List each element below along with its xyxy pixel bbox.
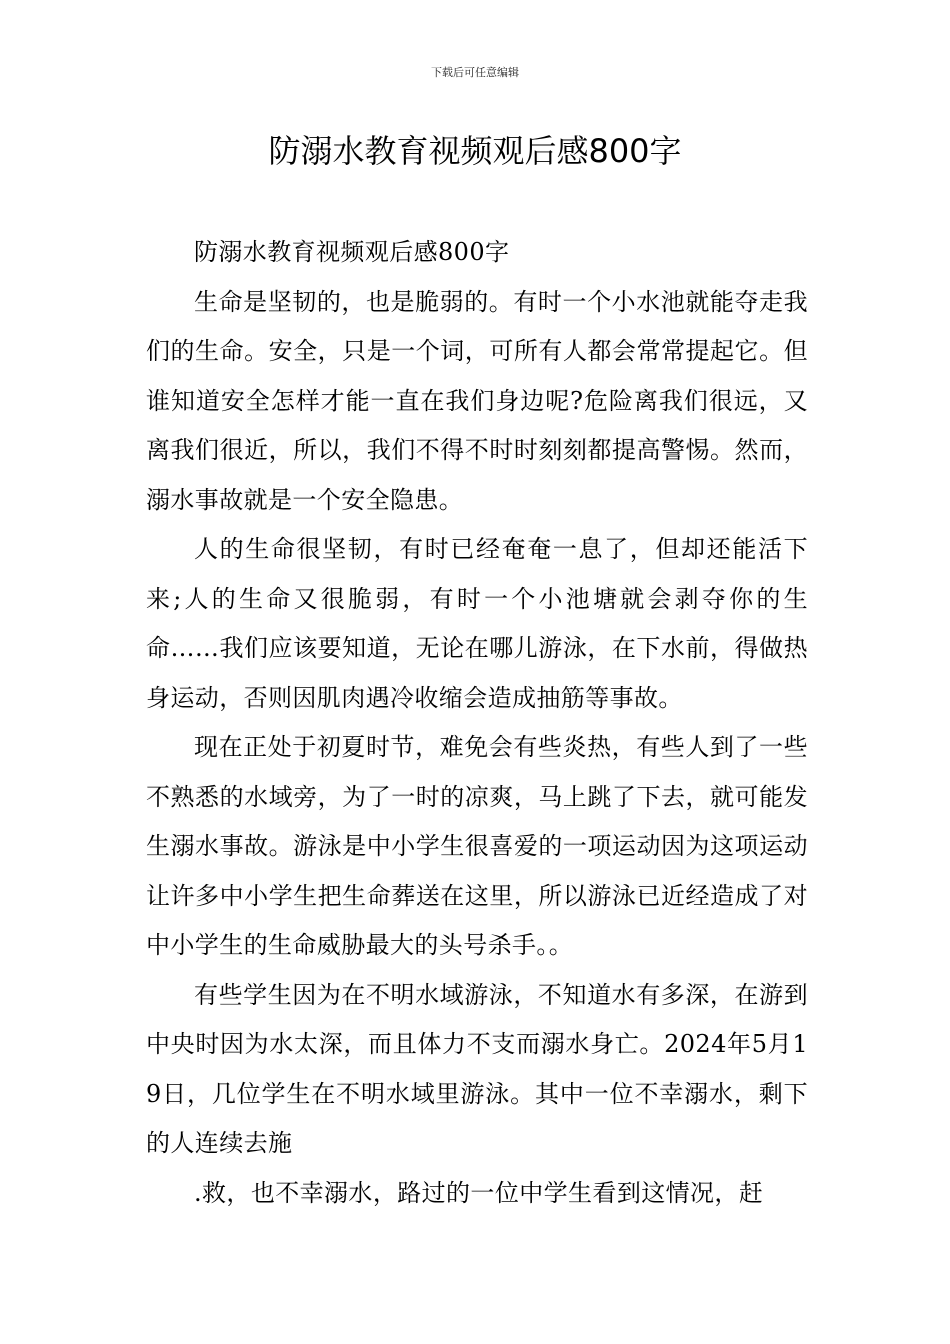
header-note: 下载后可任意编辑	[431, 66, 519, 79]
paragraph: 生命是坚韧的，也是脆弱的。有时一个小水池就能夺走我们的生命。安全，只是一个词，可所有人都会常常提起它。但谁知道安全怎样才能一直在我们身边呢?危险离我们很远，又离我们很近，所以，我们不得不时时刻刻都提高警惕。然而，溺水事故就是一个安全隐患。	[146, 287, 808, 514]
paragraph: 现在正处于初夏时节，难免会有些炎热，有些人到了一些不熟悉的水域旁，为了一时的凉爽，马上跳了下去，就可能发生溺水事故。游泳是中小学生很喜爱的一项运动因为这项运动让许多中小学生把生命葬送在这里，所以游泳已近经造成了对中小学生的生命威胁最大的头号杀手。。	[146, 733, 808, 959]
document-title: 防溺水教育视频观后感800字	[268, 132, 682, 170]
paragraph: 有些学生因为在不明水域游泳，不知道水有多深，在游到中央时因为水太深，而且体力不支而溺水身亡。2024年5月19日，几位学生在不明水域里游泳。其中一位不幸溺水，剩下的人连续去施	[146, 980, 808, 1157]
paragraph: 人的生命很坚韧，有时已经奄奄一息了，但却还能活下来;人的生命又很脆弱，有时一个小池塘就会剥夺你的生命……我们应该要知道，无论在哪儿游泳，在下水前，得做热身运动，否则因肌肉遇冷收缩会造成抽筋等事故。	[146, 535, 808, 712]
document-body	[146, 228, 808, 1218]
paragraph: .救，也不幸溺水，路过的一位中学生看到这情况，赶	[194, 1178, 764, 1207]
paragraph-subtitle: 防溺水教育视频观后感800字	[194, 238, 510, 266]
